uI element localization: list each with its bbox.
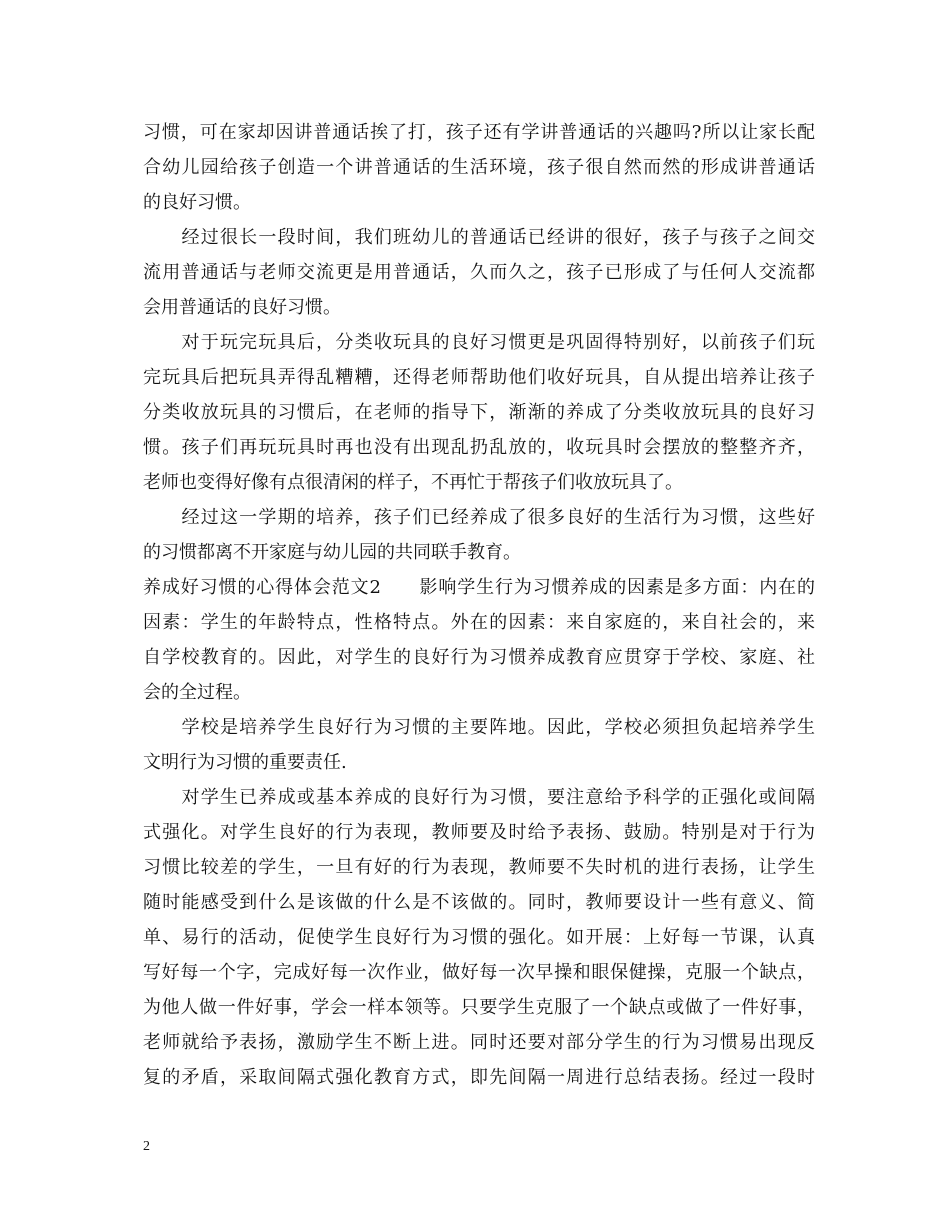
text-line: 的习惯都离不开家庭与幼儿园的共同联手教育。 xyxy=(143,542,521,563)
text-line: 老师也变得好像有点很清闲的样子，不再忙于帮孩子们收放玩具了。 xyxy=(143,472,683,493)
text-line: 因素：学生的年龄特点，性格特点。外在的因素：来自家庭的，来自社会的，来 xyxy=(143,612,815,633)
text-line: 养成好习惯的心得体会范文2 影响学生行为习惯养成的因素是多方面：内在的 xyxy=(143,577,815,598)
text-line: 经过很长一段时间，我们班幼儿的普通话已经讲的很好，孩子与孩子之间交 xyxy=(143,227,815,248)
text-line: 对于玩完玩具后，分类收玩具的良好习惯更是巩固得特别好，以前孩子们玩 xyxy=(143,332,815,353)
text-line: 的良好习惯。 xyxy=(143,192,251,213)
text-line: 写好每一个字，完成好每一次作业，做好每一次早操和眼保健操，克服一个缺点， xyxy=(143,962,815,983)
text-line: 为他人做一件好事，学会一样本领等。只要学生克服了一个缺点或做了一件好事， xyxy=(143,997,815,1018)
text-line: 惯。孩子们再玩玩具时再也没有出现乱扔乱放的，收玩具时会摆放的整整齐齐， xyxy=(143,437,815,458)
text-line: 复的矛盾，采取间隔式强化教育方式，即先间隔一周进行总结表扬。经过一段时 xyxy=(143,1067,815,1088)
text-line: 习惯，可在家却因讲普通话挨了打，孩子还有学讲普通话的兴趣吗?所以让家长配 xyxy=(143,122,815,143)
text-line: 完玩具后把玩具弄得乱糟糟，还得老师帮助他们收好玩具，自从提出培养让孩子 xyxy=(143,367,815,388)
text-line: 会的全过程。 xyxy=(143,682,251,703)
text-line: 分类收放玩具的习惯后，在老师的指导下，渐渐的养成了分类收放玩具的良好习 xyxy=(143,402,815,423)
text-line: 老师就给予表扬，激励学生不断上进。同时还要对部分学生的行为习惯易出现反 xyxy=(143,1032,815,1053)
page-number: 2 xyxy=(143,1139,150,1154)
text-line: 式强化。对学生良好的行为表现，教师要及时给予表扬、鼓励。特别是对于行为 xyxy=(143,822,815,843)
text-line: 习惯比较差的学生，一旦有好的行为表现，教师要不失时机的进行表扬，让学生 xyxy=(143,857,815,878)
text-line: 经过这一学期的培养，孩子们已经养成了很多良好的生活行为习惯，这些好 xyxy=(143,507,815,528)
text-line: 会用普通话的良好习惯。 xyxy=(143,297,341,318)
text-line: 自学校教育的。因此，对学生的良好行为习惯养成教育应贯穿于学校、家庭、社 xyxy=(143,647,815,668)
text-line: 单、易行的活动，促使学生良好行为习惯的强化。如开展：上好每一节课，认真 xyxy=(143,927,815,948)
text-line: 合幼儿园给孩子创造一个讲普通话的生活环境，孩子很自然而然的形成讲普通话 xyxy=(143,157,815,178)
text-line: 文明行为习惯的重要责任. xyxy=(143,752,347,773)
text-line: 对学生已养成或基本养成的良好行为习惯，要注意给予科学的正强化或间隔 xyxy=(143,787,815,808)
text-line: 学校是培养学生良好行为习惯的主要阵地。因此，学校必须担负起培养学生 xyxy=(143,717,815,738)
text-line: 随时能感受到什么是该做的什么是不该做的。同时，教师要设计一些有意义、简 xyxy=(143,892,815,913)
text-line: 流用普通话与老师交流更是用普通话，久而久之，孩子已形成了与任何人交流都 xyxy=(143,262,815,283)
